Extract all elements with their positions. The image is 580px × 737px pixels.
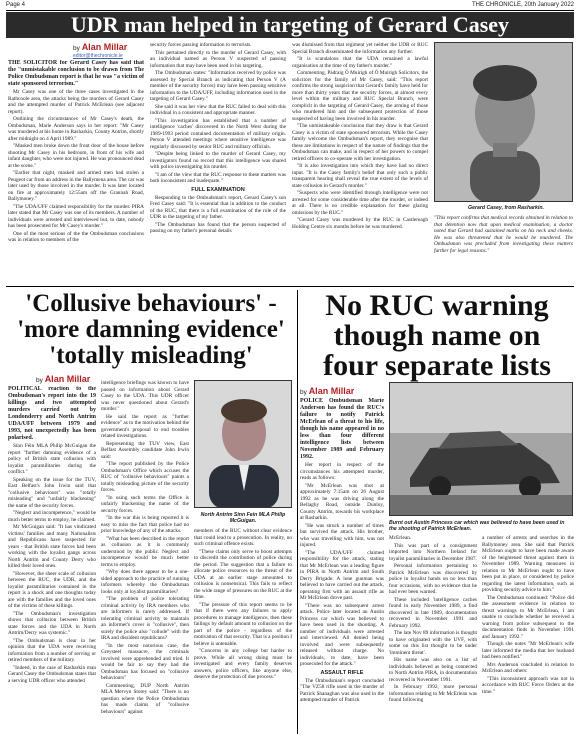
- paragraph: He said the report as "further evidence" as to the motivation behind the government's proposal to end troubles related investigations.: [101, 413, 189, 439]
- paragraph: This pertained directly to the murder of Gerard Casey, with an individual named as Person V suspected of passing information that may have been used in his targeting.: [150, 49, 286, 69]
- paragraph: She said it was her view that the RUC failed to deal with this individual in a consistent and appropriate manner.: [150, 103, 286, 116]
- story3-column-1: [300, 398, 384, 734]
- paragraph: "The Ombudsman is clear in her opinion that the UDA were receiving information from a number of serving or retired members of the military.: [8, 637, 96, 663]
- story2-headline-line: 'more damning evidence': [17, 316, 285, 343]
- paragraph: His name was also on a list of individuals believed as being connected to North Antrim PIRA, in documentation recovered in November 1991.: [389, 657, 477, 683]
- paragraph: Mr McGuigan said: "It has vindicated victims' families and many Nationalists and Republicans have suspected for years - that British state forces had been working with the loyalist gangs across North Antrim and County Derry who killed their loved ones.: [8, 524, 96, 569]
- paragraph: Though she notes "Mr McErlean's wife later informed the media that her husband had been notified.": [482, 641, 574, 660]
- page-header: [6, 2, 574, 11]
- story2-byline: [36, 374, 90, 384]
- paragraph: "I am of the view that the RUC response to these matters was both inconsistent and inadequate.": [150, 171, 286, 184]
- paragraph: "Despite being linked to the murder of Gerard Casey, my investigators found no record that this intelligence was shared with police investigating his murder.: [150, 151, 286, 170]
- paragraph: Mr Casey was one of the three cases investigated in the Rathcoole area, the attacks being the murders of Gerard Casey and the attempted murder of Patrick McErlean (see adjacent report).: [8, 89, 144, 115]
- paragraph: "He was struck a number of times but survived the attack. His brother, who was travelling with him, was not injured.: [300, 522, 384, 548]
- page-number: Page 4: [6, 2, 26, 8]
- paragraph: The Ombudsman's report concluded "The VZ58 rifle used in the murder of Patrick Shanaghan was also used in the attempted murder of Patrick: [300, 677, 384, 703]
- paragraph: "However, the sheer scale of collusion between the RUC, the UDR, and the loyalist paramilitaries contained in the report is a shock and one thoughts today are with the families and the loved ones of the victims of these killings.: [8, 570, 96, 609]
- paragraph: was dismissed from that regiment yet neither the UDR or RUC Special Branch disseminated the information any further.: [292, 42, 428, 55]
- story3-headline: [300, 291, 574, 381]
- paragraph: Commenting, Pádraig Ó Muirigh of Ó Muirigh Solicitors, the solicitors for the family of Mr Casey, said: "This report confirms the strong suspicion that Gerard's family have held for more than thirty years that the security forces, at almost every level within the military and RUC Special Branch, were complicit in the targeting of Gerard Casey, the arming of those who murdered him and the subsequent protection of those suspected of having been involved in his murder.: [292, 70, 428, 122]
- paragraph: This was part of a consignment imported into Northern Ireland for loyalist paramilitaries in December 1987.: [389, 542, 477, 562]
- paragraph: One of the most serious of the the Ombudsman conclusions was in relation to members of the: [8, 230, 144, 243]
- paragraph: "The UDA/UFF claimed responsibility for the murder. PIRA later stated that Mr Casey was one of its members. A number of individuals were arrested and interviewed but, to date, nobody has been prosecuted for Mr Casey's murder.": [8, 203, 144, 229]
- story1-column-1: [8, 60, 144, 282]
- story2-headline: [6, 291, 296, 369]
- paragraph: The Ombudsman continued: "Police did the assessment evidence in relation to threat warnings to Mr McErlean, I am unable to conclude whether he received a warning from police subsequent to the documentation finds in November 1991 and January 1992.": [482, 594, 574, 640]
- byline-prefix: by: [300, 389, 307, 396]
- paragraph: "It is scandalous that the UDA remained a lawful organisation at the time of my father's murder.": [292, 56, 428, 69]
- paragraph: "The problem of police tolerating criminal activity by IRA members who are informers is rarely addressed. If tolerating criminal activity to maintain an informer's cover is "collusive", then surely the police also "collude" with the IRA and dissident republicans?: [101, 596, 189, 641]
- paragraph: "The unmistakeable conclusion that they draw is that Gerard Casey is a victim of state sponsored terrorism. While the Casey family welcome the Ombudsman's report, they recognise that these are limitations in respect of the nature of findings that the Ombudsman can make, and in respect of her powers to compel retired officers to co-operate with her investigation.: [292, 123, 428, 162]
- paragraph: "Suspects who were identified through intelligence were not arrested for some considerable time after the murder, or indeed at all. There is no credible explanation for these glaring omissions by the RUC.": [292, 190, 428, 216]
- paragraph: "In the most notorious case, the Greysteel massacre, the criminals involved were apprehended and tried. It would be fair to say they had the Ombudsman has focused on "collusive behaviours": [101, 642, 189, 681]
- paragraph: POLITICAL reaction to the Ombudsman's report into the 19 killings and two attempted murders carried out by Londonderry and North Antrim UDA/UFF between 1979 and 1993, not unexpectedly has been polarised.: [8, 386, 96, 441]
- portrait-illustration: [435, 43, 573, 202]
- story2-column-3: [194, 528, 292, 734]
- paragraph: "The UDA/UFF claimed responsibility for the attack, stating that Mr McErlean was a leading figure in PIRA in North Antrim and South Derry Brigade. A lone gunman was believed to have carried out the attack, operating first with an assault rifle as Mr McErlean drove past.: [300, 549, 384, 601]
- story3-column-3: [482, 535, 574, 734]
- gerard-casey-photo: [434, 42, 573, 202]
- story3-headline-line: four separate lists: [323, 349, 551, 382]
- paper-date: THE CHRONICLE, 20th January 2022: [471, 2, 574, 8]
- story3-headline-line: No RUC warning: [325, 289, 549, 322]
- paragraph: "In using such terms the Office is unfairly blackening the name of the security forces.: [101, 494, 189, 514]
- paragraph: These included 'intelligence caches found in early November 1989, a find discovered in late 1989, documentation recovered in November 1991 and February 1992.: [389, 596, 477, 629]
- paragraph: members of the RUC without clear evidence that could lead to a prosecution. In reality, no such criminal offence exists.: [194, 528, 292, 547]
- paragraph: THE SOLICITOR for Gerard Casey has said that the "unmistakable conclusion to be drawn from The Police Ombudsman report is that he was "a victim of state sponsored terrorism.": [8, 60, 144, 87]
- car-illustration: [390, 383, 573, 516]
- story2-headline-line: 'Collusive behaviours' -: [25, 290, 277, 317]
- paragraph: "Gerard Casey was murdered by the RUC in Castlereagh Holding Centre six months before he was murdered.: [292, 217, 428, 230]
- section-divider: [6, 286, 574, 287]
- paragraph: "What has been described in the report as collusion as it is commonly understood by the public. Neglect and incompetence would be much better terms to employ.: [101, 535, 189, 568]
- subheading: ASSAULT RIFLE: [320, 669, 364, 676]
- paragraph: "In the war this is being reported it is easy to miss the fact that police had no prior knowledge of any of the attacks.: [101, 515, 189, 534]
- paragraph: Mrs Anderson concluded in relation to McErlean and others:: [482, 661, 574, 674]
- byline-prefix: by: [73, 45, 80, 52]
- paragraph: "Earlier that night, masked and armed men had stolen a Peugeot car from an address in the Ballymena area. The car was later used by those involved in the murder. It was later located on fire at approximately 12:55am off the Grannah Road, Ballymoney.": [8, 170, 144, 202]
- byline-prefix: by: [36, 377, 43, 384]
- story1-headline: UDR man helped in targeting of Gerard Casey: [6, 12, 574, 38]
- story2-photo-caption: North Antrim Sinn Fein MLA Philip McGuigan.: [200, 512, 286, 524]
- paragraph: The late Nov 89 information is thought to have originated with the UVF, with some on this list thought to be under 'imminent threat'.: [389, 630, 477, 656]
- story3-headline-line: though name on: [333, 319, 541, 352]
- paragraph: Responding to the Ombudsman's report, Gerard Casey's son Fred Casey said: "It is essential that in addition to the conduct of the RUC, that there is a full examination of the role of the UDR in the targeting of my father.: [150, 194, 286, 220]
- paragraph: a number of arrests and searches in the Ballymoney area. She said that Patrick McErlean ought to have been made aware of the heightened threat against them in November 1989. Warning measures in relation to Mr McErlean ought to have been put in place, or considered by police regarding the latest information, such as providing security advice to him.": [482, 535, 574, 593]
- story2-column-2: [101, 380, 189, 734]
- paragraph: "Masked men broke down the front door of the house before shooting Mr Casey in his bedroom, in front of his wife and infant daughter, who were not injured. He was pronounced dead at the scene.": [8, 143, 144, 169]
- paragraph: Personal information pertaining to Patrick McErlean was discovered by police in loyalist hands on no less than four occasions, with no evidence that he had ever been warned.: [389, 563, 477, 595]
- paragraph: "The report published by the Police Ombudsman's Office which accuses the RUC of "collusive behaviours" paints a totally misleading picture of the security forces.: [101, 461, 189, 493]
- paragraph: "The pressure of this report seems to be that if there were any failures to apply procedures to manage intelligence, then these failings by default amount to collusion on the part of the police - regardless of the motivation of that security. That is a position I believe is untenable.: [194, 601, 292, 647]
- byline-name: Alan Millar: [308, 386, 355, 396]
- story1-column-2: [150, 42, 286, 282]
- story1-column-3: [292, 42, 428, 282]
- paragraph: POLICE Ombudsman Marie Anderson has found the RUC's failure to notify Patrick McErlean of a threat to his life, though his name appeared in no less than four different intelligence lists between November 1989 and February 1992.: [300, 398, 384, 460]
- paragraph: intelligence briefings was known to have passed on information about Gerard Casey to the UDA. This UDR officer was never questioned about Gerard's murder.": [101, 380, 189, 412]
- story1-photo-caption: Gerard Casey, from Rasharkin.: [468, 205, 544, 211]
- portrait-illustration: [195, 381, 292, 508]
- paragraph: "This inconsistent approach was not in accordance with RUC Force Orders at the time.": [482, 675, 574, 695]
- burnt-car-photo: [389, 382, 573, 516]
- paragraph: The Ombudsman states: "Information received by police was assessed by Special Branch as indicating that Person V (A member of the security forces) may have been passing sensitive information to the UDA/UFF, including information used in the targeting of Gerard Casey.": [150, 70, 286, 102]
- story1-column-4: [434, 215, 573, 282]
- story3-column-2: [389, 535, 477, 734]
- paragraph: "Concerns in any college but harder to prove. While all wrong doing must be investigated and every family deserves answers, police officers, like anyone else, deserve the protection of due process.": [194, 648, 292, 680]
- paragraph: Sinn Féin MLA Philip McGuigan the report "further damning evidence of a policy of British state collusion with loyalist paramilitaries during the conflict.": [8, 443, 96, 475]
- column-divider: [297, 290, 298, 734]
- story2-headline-line: 'totally misleading': [49, 342, 253, 369]
- paragraph: "The Ombudsman's investigation shows that collusion between British state forces and the UDA in North Antrim/Derry was systemic.": [8, 610, 96, 636]
- paragraph: Outlining the circumstances of Mr Casey's death, the Ombudsman, Marie Anderson says in her report: "Mr Casey was murdered at his home in Rasharkin, County Antrim, shortly after midnight on 4 April 1989.": [8, 116, 144, 142]
- subheading: FULL EXAMINATION: [191, 186, 245, 193]
- paragraph: "Why does there appear to be a one-sided approach to the practice of running informers whereby the Ombudsman looks only at loyalist paramilitaries?: [101, 569, 189, 595]
- paragraph: In February 1992, more personal information relating to Mr McErlean was found following: [389, 684, 477, 703]
- paragraph: "Mr McErlean was shot at approximately 7:15am on 26 August 1992 as he was driving along the Bellaghy Road, outside Dunloy, County Antrim, towards his workplace at Rasharkin.: [300, 482, 384, 521]
- paragraph: Her report in respect of the circumstances his attempted murder, reads as follows:: [300, 462, 384, 481]
- paragraph: "It is also investigation into which they have had no direct input. "It is the Casey family's belief that only such a public transparent hearing shall reveal the true extent of the levels of state collusion in Gerard's murder.": [292, 163, 428, 189]
- paragraph: "The Ombudsman has found that the person suspected of passing on my father's personal details: [150, 221, 286, 234]
- paragraph: security forces passing information to terrorists.: [150, 42, 252, 48]
- paragraph: "This investigation has established that a number of intelligence 'caches' discovered in the North West during the 1989-1993 period contained documentation of military origin. Person V attended meetings where sensitive intelligence was regularly discussed by senior RUC and military officials.: [150, 117, 286, 150]
- byline-name: Alan Millar: [81, 42, 128, 52]
- paragraph: "These claims only serve to boost attempts to discredit the contribution of police during the period. The suggestion that a failure to allocate police resources to the threat of the UDA at an earlier stage amounted to collusion is nonsensical. This fails to reflect the wide range of pressures on the RUC at the time.: [194, 548, 292, 600]
- paragraph: Commenting, DUP North Antrim MLA Mervyn Storey said: "There is no question where the Police Ombudsman has made claims of "collusive behaviours" against: [101, 682, 189, 715]
- philip-mcguigan-photo: [194, 380, 292, 508]
- byline-email[interactable]: editor@thechronicle.ie: [73, 53, 123, 59]
- paragraph: "Indeed, in the case of Rasharkin man Gerard Casey the Ombudsman states that a serving UDR officer who attended: [8, 664, 96, 684]
- story3-photo-caption: Burnt out Austin Princess car which was believed to have been used in the shooting of Patrick McErlean.: [389, 520, 565, 532]
- paragraph: McErlean.: [389, 535, 412, 541]
- story1-byline: [73, 42, 127, 59]
- byline-name: Alan Millar: [44, 374, 91, 384]
- paragraph: "Neglect and incompetence," would be much better terms to employ, he claimed.: [8, 510, 96, 523]
- paragraph: Speaking on the issue for the TUV, East Belfast's John Irwin said that "collusive behaviours" was "totally misleading" and "unfairly blackening" the name of the security forces.: [8, 476, 96, 509]
- paragraph: "There was no subsequent arrest attack. Police later located an Austin Princess car which was believed to have been used in the shooting. A number of individuals were arrested and interviewed. All denied being involved and were subsequently released without charge. No individuals, to date, have been prosecuted for the attack.": [300, 602, 384, 667]
- story2-column-1: [8, 386, 96, 734]
- paragraph: Representing the TUV view, East Belfast Assembly candidate John Irwin said:: [101, 440, 189, 460]
- paragraph: "This report confirms that medical records obtained in relation to that detention now that upon medical examination, a doctor noted that Gerard had sustained marks on his neck and cheeks. He was also threatened that he would be murdered. The Ombudsman was precluded from investigating these matters further for legal reasons.": [434, 215, 573, 254]
- story3-byline: [300, 386, 354, 396]
